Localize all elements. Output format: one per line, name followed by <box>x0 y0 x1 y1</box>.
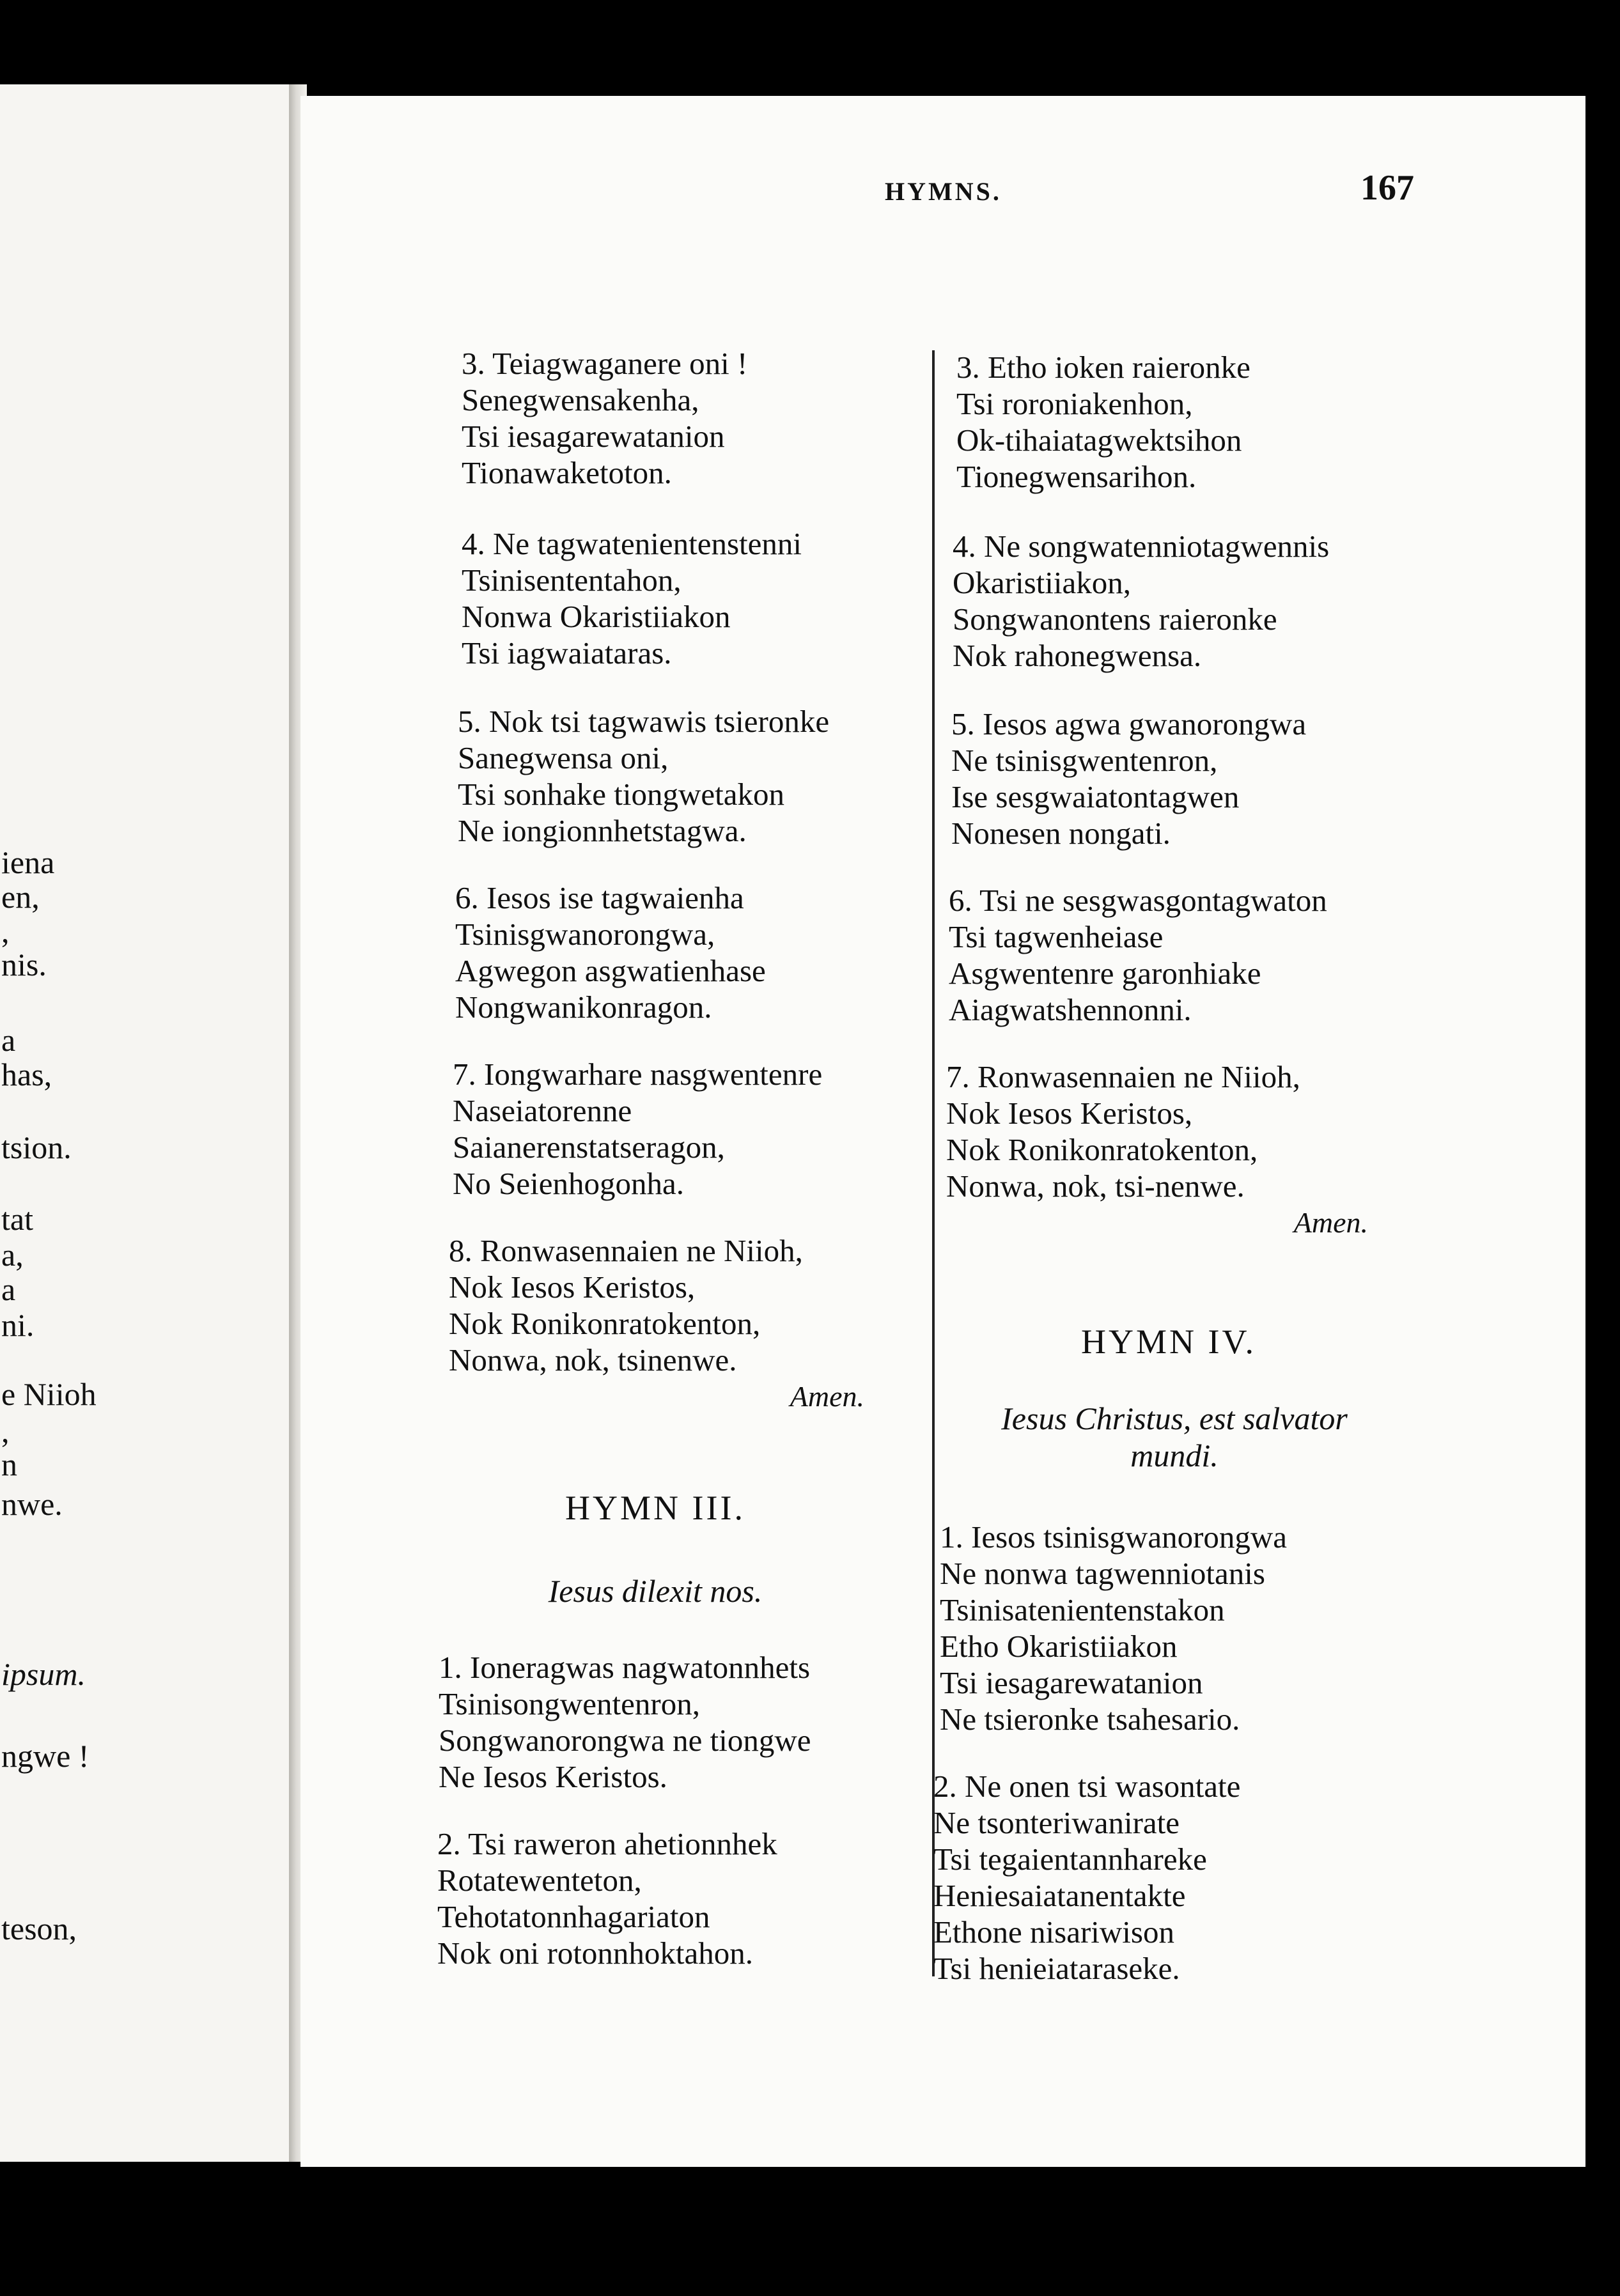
left-fragment: en, <box>1 879 40 915</box>
left-fragment: a <box>1 1271 16 1307</box>
stanza <box>956 349 1250 495</box>
verse-line: Ne iongionnhetstagwa. <box>458 813 747 848</box>
left-fragment: tsion. <box>1 1129 72 1165</box>
stanza <box>949 882 1327 1028</box>
stanza <box>462 345 747 491</box>
verse-line: Nok rahonegwensa. <box>953 638 1202 673</box>
stanza <box>953 528 1329 674</box>
verse-line: Asgwentenre garonhiake <box>949 956 1261 991</box>
verse-line: Ne Iesos Keristos. <box>439 1759 667 1794</box>
amen: Amen. <box>1293 1206 1368 1239</box>
verse-line: Nonwa, nok, tsi-nenwe. <box>946 1168 1245 1204</box>
verse-line: Ne nonwa tagwenniotanis <box>940 1556 1265 1591</box>
column-divider <box>932 350 935 1976</box>
verse-line: 1. Iesos tsinisgwanorongwa <box>940 1519 1288 1555</box>
running-title: HYMNS. <box>885 177 1002 206</box>
left-page-fragment <box>0 84 295 2162</box>
motto-line: Iesus Christus, est salvator <box>1001 1400 1348 1436</box>
verse-line: Saianerenstatseragon, <box>453 1129 725 1165</box>
verse-line: Tionawaketoton. <box>462 455 672 490</box>
stanza <box>453 1056 822 1202</box>
left-fragment: teson, <box>1 1911 77 1946</box>
verse-line: 7. Ronwasennaien ne Niioh, <box>946 1059 1300 1094</box>
verse-line: Tsinisgwanorongwa, <box>455 917 715 952</box>
verse-line: 6. Iesos ise tagwaienha <box>455 880 744 915</box>
page-number: 167 <box>1360 168 1414 208</box>
verse-line: Ne tsieronke tsahesario. <box>940 1702 1240 1737</box>
verse-line: Ise sesgwaiatontagwen <box>951 779 1240 814</box>
verse-line: 4. Ne songwatenniotagwennis <box>953 529 1330 564</box>
left-fragment: has, <box>1 1057 52 1092</box>
verse-line: Nok Iesos Keristos, <box>946 1096 1193 1131</box>
verse-line: Tsi henieiataraseke. <box>933 1951 1180 1986</box>
verse-line: Naseiatorenne <box>453 1093 632 1128</box>
verse-line: Etho Okaristiiakon <box>940 1629 1178 1664</box>
stanza <box>437 1826 777 1971</box>
left-fragment: nis. <box>1 947 47 982</box>
verse-line: Tehotatonnhagariaton <box>437 1899 710 1934</box>
left-fragment: nwe. <box>1 1486 63 1522</box>
verse-line: Agwegon asgwatienhase <box>455 953 766 988</box>
motto-line: mundi. <box>1130 1438 1219 1473</box>
verse-line: Tsi tagwenheiase <box>949 919 1164 954</box>
verse-line: Tsinisongwentenron, <box>439 1686 700 1721</box>
left-fragment: , <box>1 1413 10 1449</box>
verse-line: Nok Iesos Keristos, <box>449 1269 696 1305</box>
verse-line: Ne tsonteriwanirate <box>933 1805 1180 1840</box>
verse-line: Nok Ronikonratokenton, <box>946 1132 1258 1167</box>
stanza <box>940 1519 1287 1737</box>
stanza <box>458 703 829 849</box>
hymn-motto: Iesus dilexit nos. <box>548 1573 763 1609</box>
verse-line: Tsi iesagarewatanion <box>940 1665 1203 1700</box>
verse-line: Nonwa, nok, tsinenwe. <box>449 1342 737 1377</box>
stanza <box>455 880 766 1025</box>
verse-line: Tsi roroniakenhon, <box>956 386 1193 421</box>
verse-line: Okaristiiakon, <box>953 565 1131 600</box>
hymn-motto <box>941 1400 1408 1474</box>
verse-line: Ok-tihaiatagwektsihon <box>956 423 1242 458</box>
left-fragment: a, <box>1 1237 24 1273</box>
verse-line: 2. Tsi raweron ahetionnhek <box>437 1826 777 1861</box>
verse-line: 7. Iongwarhare nasgwentenre <box>453 1057 823 1092</box>
stanza <box>439 1649 811 1795</box>
verse-line: Sanegwensa oni, <box>458 740 669 775</box>
left-fragment: n <box>1 1447 17 1482</box>
verse-line: Nok oni rotonnhoktahon. <box>437 1935 754 1971</box>
amen: Amen. <box>790 1380 864 1413</box>
verse-line: Ne tsinisgwentenron, <box>951 743 1218 778</box>
verse-line: 6. Tsi ne sesgwasgontagwaton <box>949 883 1327 918</box>
left-fragment: tat <box>1 1201 33 1237</box>
verse-line: Ethone nisariwison <box>933 1914 1174 1950</box>
verse-line: 1. Ioneragwas nagwatonnhets <box>439 1650 811 1685</box>
verse-line: Tionegwensarihon. <box>956 459 1197 494</box>
verse-line: No Seienhogonha. <box>453 1166 684 1201</box>
verse-line: Tsinisatenientenstakon <box>940 1592 1225 1627</box>
verse-line: Tsi iesagarewatanion <box>462 419 725 454</box>
verse-line: Nongwanikonragon. <box>455 989 712 1025</box>
verse-line: Aiagwatshennonni. <box>949 992 1192 1027</box>
stanza <box>449 1232 864 1415</box>
stanza <box>951 706 1306 851</box>
verse-line: 2. Ne onen tsi wasontate <box>933 1769 1241 1804</box>
verse-line: 3. Etho ioken raieronke <box>956 350 1250 385</box>
verse-line: Nonesen nongati. <box>951 816 1171 851</box>
left-fragment: ngwe ! <box>1 1738 90 1774</box>
verse-line: Songwanontens raieronke <box>953 601 1277 637</box>
left-fragment: ipsum. <box>1 1656 86 1692</box>
hymn-title: HYMN III. <box>565 1489 745 1527</box>
verse-line: Tsi tegaientannhareke <box>933 1842 1207 1877</box>
stanza <box>933 1768 1240 1987</box>
left-fragment: e Niioh <box>1 1376 97 1412</box>
verse-line: Tsi sonhake tiongwetakon <box>458 777 784 812</box>
stanza <box>946 1059 1368 1241</box>
verse-line: Nonwa Okaristiiakon <box>462 599 731 634</box>
verse-line: 3. Teiagwaganere oni ! <box>462 346 748 381</box>
verse-line: 5. Iesos agwa gwanorongwa <box>951 706 1307 741</box>
verse-line: 4. Ne tagwatenientenstenni <box>462 526 802 561</box>
verse-line: Heniesaiatanentakte <box>933 1878 1186 1913</box>
verse-line: Senegwensakenha, <box>462 382 699 417</box>
verse-line: Rotatewenteton, <box>437 1863 642 1898</box>
verse-line: Tsi iagwaiataras. <box>462 635 672 671</box>
stanza <box>462 525 802 671</box>
left-fragment: ni. <box>1 1307 35 1343</box>
left-fragment: iena <box>1 844 55 880</box>
verse-line: Nok Ronikonratokenton, <box>449 1306 761 1341</box>
left-fragment: a <box>1 1022 16 1058</box>
verse-line: 8. Ronwasennaien ne Niioh, <box>449 1233 803 1268</box>
left-fragment: , <box>1 913 10 949</box>
verse-line: Tsinisententahon, <box>462 562 681 598</box>
hymn-title: HYMN IV. <box>1080 1323 1257 1361</box>
verse-line: Songwanorongwa ne tiongwe <box>439 1723 811 1758</box>
verse-line: 5. Nok tsi tagwawis tsieronke <box>458 704 830 739</box>
